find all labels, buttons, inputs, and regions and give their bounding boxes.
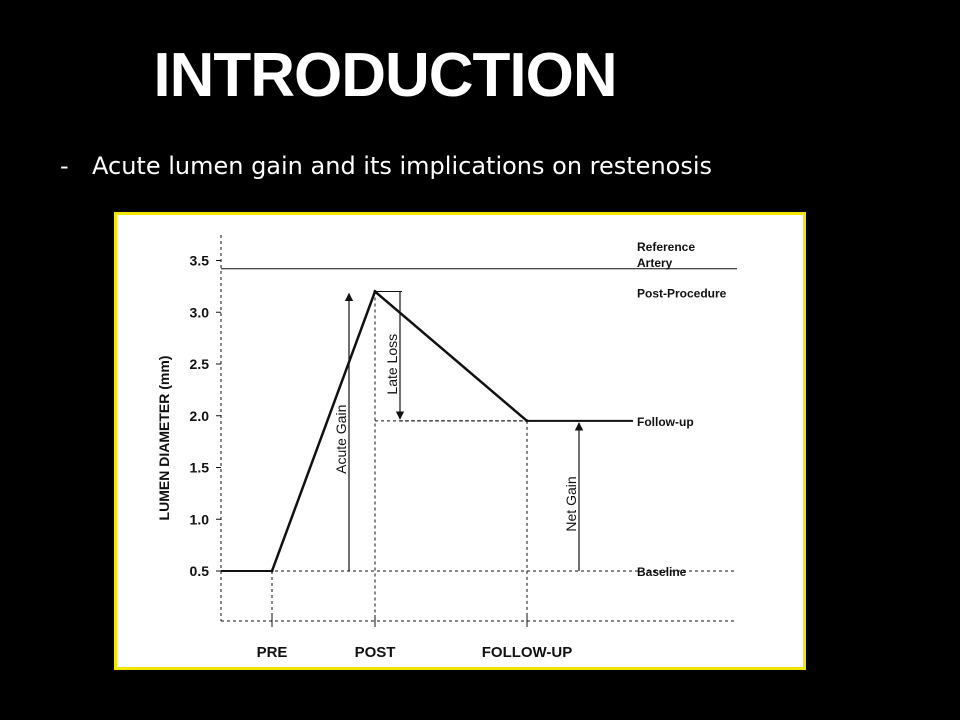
legend-label-follow-up: Follow-up	[637, 414, 694, 429]
bullet-marker: -	[60, 152, 69, 180]
annotation-acute-gain-label: Acute Gain	[333, 404, 349, 474]
y-tick-label-1-5: 1.5	[189, 459, 209, 476]
bullet-item	[60, 152, 712, 180]
y-tick-label-2-0: 2.0	[189, 407, 209, 424]
y-tick-label-3-5: 3.5	[189, 252, 209, 269]
legend-label-post-procedure: Post-Procedure	[637, 286, 727, 301]
y-tick-label-2-5: 2.5	[189, 356, 209, 372]
y-tick-label-3-0: 3.0	[189, 304, 209, 321]
figure-frame	[114, 212, 806, 670]
annotation-late-loss-label: Late Loss	[384, 333, 400, 395]
bullet-text: Acute lumen gain and its implications on restenosis	[92, 152, 713, 180]
legend-label-reference-artery-line-1: Reference	[637, 239, 696, 254]
legend-label-baseline: Baseline	[637, 565, 687, 579]
x-tick-label-follow-up: FOLLOW-UP	[481, 644, 573, 661]
y-tick-label-0-5: 0.5	[189, 563, 209, 579]
lumen-diameter-chart	[117, 215, 803, 667]
y-tick-label-1-0: 1.0	[189, 511, 209, 528]
legend-label-reference-artery-line-2: Artery	[637, 255, 673, 270]
x-tick-label-pre: PRE	[256, 644, 288, 661]
y-axis-label: LUMEN DIAMETER (mm)	[156, 355, 172, 521]
x-tick-label-post: POST	[354, 644, 396, 661]
annotation-net-gain-label: Net Gain	[563, 476, 579, 532]
slide-title: INTRODUCTION	[153, 41, 617, 110]
legend-label-reference-artery	[637, 240, 695, 270]
